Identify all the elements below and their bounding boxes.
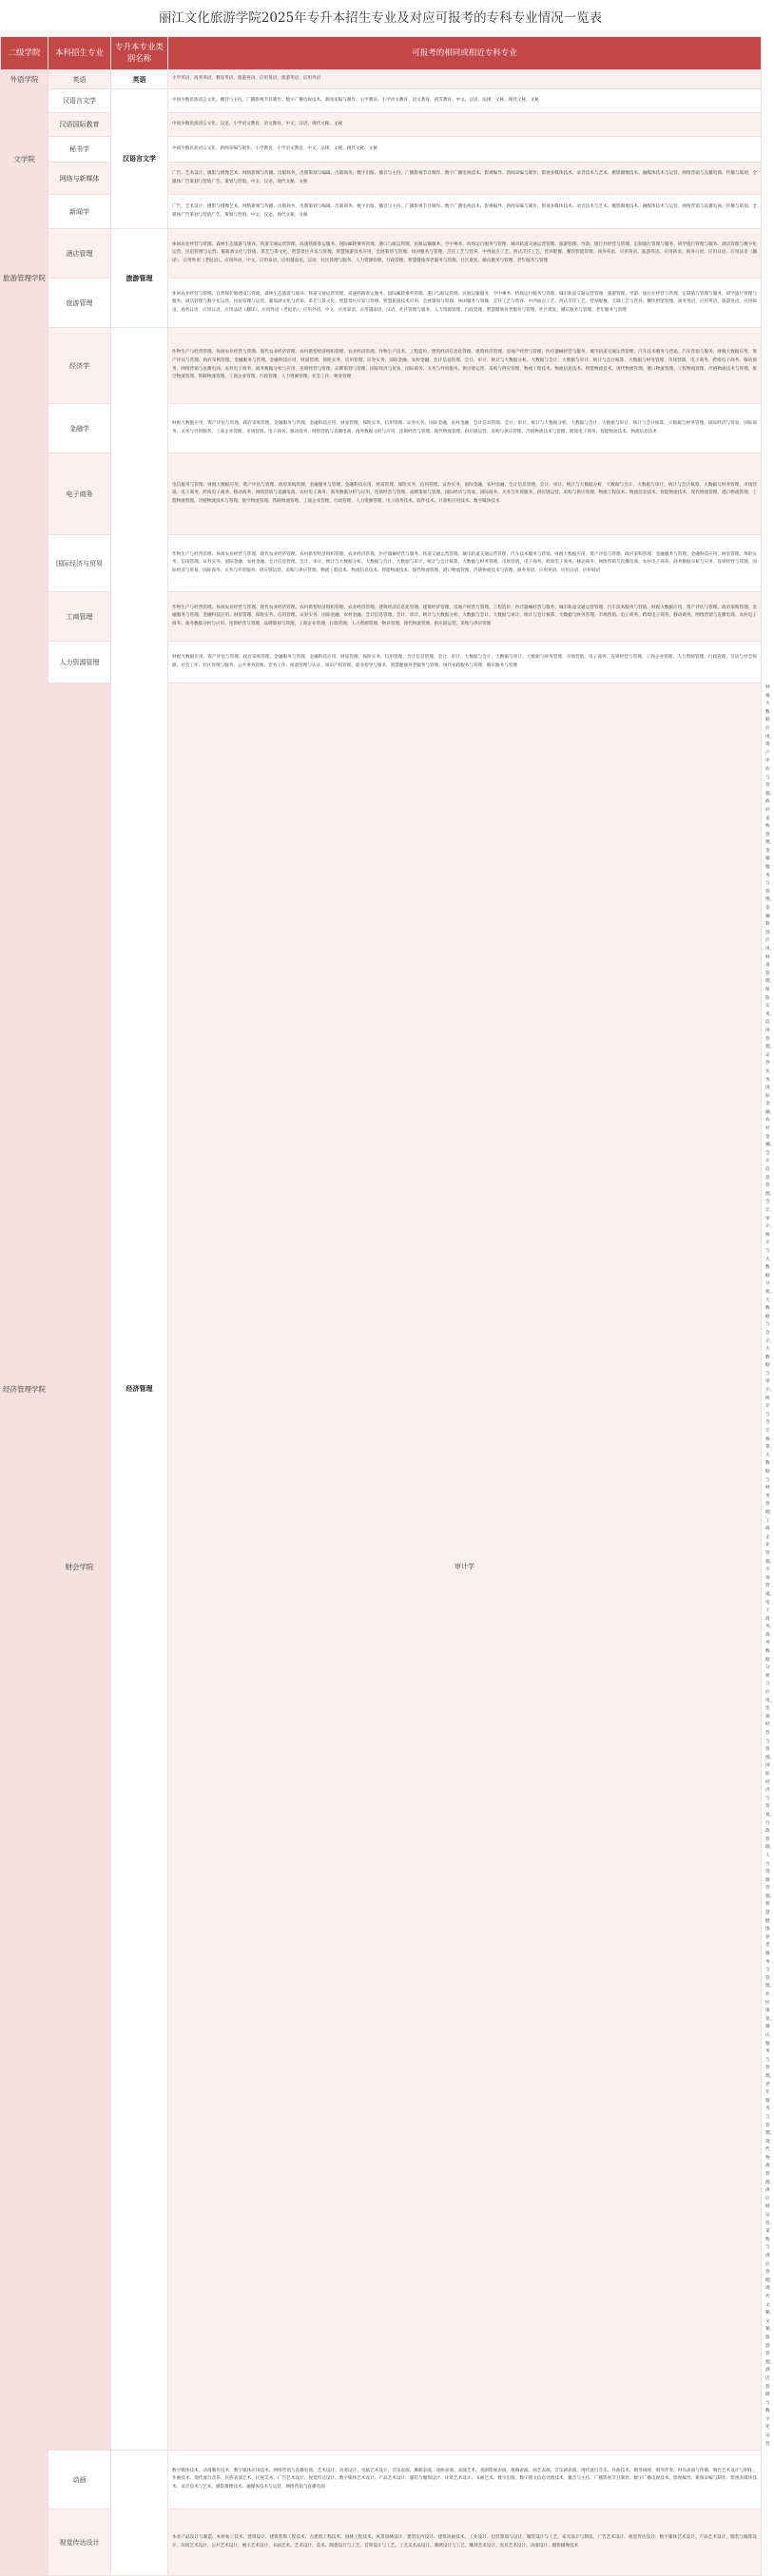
table-row	[1, 328, 762, 404]
related-majors-cell: 广告、艺术设计、摄影与摄像艺术、网络新闻与传播、出版商务、出版策划与编辑、出版商务、数字出版、播音与主持、广播影视节目制作、数字广播电视技术、影视编导、新闻采编与制作、影视多媒体技术、录音技术与艺术、摄影摄像技术、融媒体技术与运营、网络营销与直播电商、传播与策划、全媒体广告策划与营销广告、策划与营销、中文、汉语、现代文秘、文秘	[168, 195, 762, 229]
category-cell: 经济管理	[111, 328, 168, 2451]
major-cell: 国际经济与贸易	[48, 535, 111, 592]
related-majors-cell: 电信服务与管理、财税大数据应用、资产评估与管理、政府采购管理、金融服务与管理、金融科技应用、财富管理、保险实务、信用管理、证券实务、国际金融、农村金融、会计信息管理、会计、审计、统计与大数据分析、大数据与会计、大数据与审计、统计与会计核算、大数据与财务管理、市场营销、电子商务、跨境电子商务、移动商务、网络营销与直播电商、农村电子商务、商务数据分析与应用、连锁经营与管理、品牌策划与管理、国际经济与贸易、国际商务、关务与外贸服务、供应链运营、采购与供应管理、物流工程技术、物流信息技术、智能物流技术、现代物流管理、港口物流管理、工程物流管理、冷链物流技术与管理、航空物流管理、铁路物流管理、工商企业管理、行政管理、人力资源管理、电子商务技术、软件技术、计算机应用技术、数字媒体技术	[168, 453, 762, 535]
related-majors-cell: 休闲农业经营与管理、自然保护地建设与管理、森林生态旅游与康养、铁道交通运营管理、高速铁路客运服务、国际邮轮乘务管理、港口与航运管理、民航运输服务、空中乘务、机场运行服务与管理、城市轨道交通运营管理、旅游管理、导游、旅行社经营与管理、定制旅行管理与服务、研学旅行管理与服务、酒店管理与数字化运营、民宿管理与运营、葡萄酒文化与营销、茶艺与茶文化、智慧景区开发与管理、智慧旅游技术应用、会展策划与管理、休闲服务与管理、烹饪工艺与营养、中西面点工艺、西式烹饪工艺、营养配餐、烹调工艺与营养、餐饮智能管理、商务英语、应用英语、旅游英语、应用韩语、商务日语、应用日语、应用法语（翻译）、应用外语（老挝语）、应用外语、中文、应用泰语、应用越南语、汉语、社区管理与服务、人力资源管理、行政管理、智慧健康养老服务与管理、社区康复、婚庆服务与管理、老年服务与管理	[168, 279, 762, 328]
major-cell: 人力资源管理	[48, 642, 111, 683]
table-row	[1, 89, 762, 113]
category-cell: 英语	[111, 70, 168, 89]
header-category: 专升本专业类别名称	[111, 37, 168, 70]
related-majors-cell: 财税大数据应用、资产评估与管理、政府采购管理、金融服务与管理、金融科技应用、财富管理、保险实务、信用管理、会计信息管理、会计、审计、大数据与会计、大数据与审计、大数据与财务管理、市场营销、电子商务、连锁经营与管理、工商企业管理、人力资源管理、行政管理、劳动与社会保障、社会工作、社区管理与服务、公共事务管理、党务工作、质量管理与认证、知识产权管理、职业指导与服务、智慧健康养老服务与管理、现代家政服务与管理、婚庆服务与管理	[168, 642, 762, 683]
major-cell: 英语	[48, 70, 111, 89]
related-majors-cell: 中国少数民族语言文化、新闻采编与制作、小学教育、小学语文教育、中文、法律、文秘、现代文秘、文秘	[168, 137, 762, 163]
major-cell: 秘书学	[48, 137, 111, 163]
major-cell: 汉语言文学	[48, 89, 111, 113]
related-majors-cell: 广告、艺术设计、摄影与摄像艺术、网络新闻与传播、出版商务、出版策划与编辑、出版商务、数字出版、播音与主持、广播影视节目制作、数字广播电视技术、影视编导、新闻采编与制作、影视多媒体技术、录音技术与艺术、摄影摄像技术、融媒体技术与运营、网络营销与直播电商、传播与策划、全媒体广告策划与营销广告、策划与营销、中文、汉语、现代文秘、文秘	[168, 163, 762, 195]
table-row: 财会学院 审计学 财税大数据应用、资产评估与管理、政府采购管理、金融服务与管理、金融科技应用、财富管理、保险实务、信用管理、证券实务、国际金融、农村金融、会计信息管理、会计、审计、统计与大数据分析、大数据与会计、大数据与审计、统计与会计核算、大数据与财务管理、工商企业管理、市场营销、电子商务、商务数据分析与应用、连锁经营与管理、国际经济与贸易、行政管理、人力资源管理、智慧健康养老服务与管理、社区康复、婚庆服务与管理、老年服务与管理、现代物流管理、供应链运营、采购与供应管理、现代文秘、文秘、旅游管理、酒店管理与数字化运营	[1, 683, 762, 2451]
major-cell: 汉语国际教育	[48, 113, 111, 137]
major-cell: 电子商务	[48, 453, 111, 535]
table-row	[1, 2451, 762, 2509]
major-cell: 新闻学	[48, 195, 111, 229]
header-related: 可报考的相同或相近专科专业	[168, 37, 762, 70]
related-majors-cell: 数字媒体技术、动漫制作技术、数字媒体应用技术、网络营销与直播电商、艺术设计、动漫设计、电脑艺术设计、音乐表演、舞蹈表演、戏曲表演、表演艺术、戏剧影视表演、歌舞表演、曲艺表演、音乐剧表演、现代流行音乐、作曲技术、钢琴调律、钢琴伴奏、时尚表演与传播、舞台艺术设计与制作、作曲技术、现代流行音乐、民族表演艺术、民族美术、广告艺术设计、视觉传达设计、数字媒体艺术设计、产品艺术设计、服装与服饰设计、环境艺术设计、书画艺术、数字出版、数字图文信息处理技术、播音与主持、广播影视节目制作、数字广播电视技术、影视编导、新闻采编与制作、影视多媒体技术、录音技术与艺术、摄影摄像技术、融媒体技术与运营、网络营销与直播电商	[168, 2451, 762, 2509]
college-cell: 经济管理学院	[1, 328, 48, 2451]
major-cell: 经济学	[48, 328, 111, 404]
category-cell: 旅游管理	[111, 229, 168, 328]
related-majors-cell: 作物生产与经营管理、休闲农业经营与管理、现代农业经济管理、农村新型经济组织管理、农业经济管理、医疗器械经营与服务、铁道交通运营管理、城市轨道交通运营管理、汽车技术服务与营销、财税大数据应用、资产评估与管理、政府采购管理、金融服务与管理、金融科技应用、财富管理、保险实务、信用管理、证券实务、国际金融、农村金融、会计信息管理、会计、审计、统计与大数据分析、大数据与会计、大数据与审计、统计与会计核算、大数据与财务管理、市场营销、电子商务、跨境电子商务、移动商务、网络营销与直播电商、农村电子商务、商务数据分析与应用、连锁经营与管理、国际经济与贸易、国际商务、关务与外贸服务、供应链运营、采购与供应管理、物流工程技术、物流信息技术、智能物流技术、现代物流管理、港口物流管理、冷链物流技术与管理、商务英语、应用英语、应用日语、应用韩语	[168, 535, 762, 592]
college-cell: 外语学院	[1, 70, 48, 89]
college-cell: 旅游管理学院	[1, 229, 48, 328]
header-college: 二级学院	[1, 37, 48, 70]
college-cell: 财会学院	[48, 683, 111, 2451]
major-cell: 视觉传达设计	[48, 2509, 111, 2576]
major-cell: 酒店管理	[48, 229, 111, 279]
major-cell: 金融学	[48, 404, 111, 453]
table-row	[1, 229, 762, 279]
related-majors-cell: 木业产品设计与制造、木材加工技术、建筑设计、建筑装饰工程技术、古建筑工程技术、园林工程技术、风景园林设计、建筑室内设计、建筑动画技术、工业设计、包装策划与设计、服装设计与工艺、家具设计与制造、广告艺术设计、视觉传达设计、数字媒体艺术设计、产品艺术设计、服装与服饰设计、环境艺术设计、公共艺术设计、展示艺术设计、书画艺术、艺术设计、美术、陶瓷设计与工艺、首饰设计与工艺、工艺美术品设计、刺绣设计与工艺、雕刻艺术设计、皮具艺术设计、动漫设计、摄影摄像技术	[168, 2509, 762, 2576]
related-majors-cell: 财税大数据应用、资产评估与管理、政府采购管理、金融服务与管理、金融科技应用、财富管理、保险实务、信用管理、证券实务、国际金融、农村金融、会计信息管理、会计、审计、统计与大数据分析、大数据与会计、大数据与审计、统计与会计核算、大数据与财务管理、国际经济与贸易、国际商务、关务与外贸服务、工商企业管理、市场营销、电子商务、移动商务、网络营销与直播电商、商务数据分析与应用、连锁经营与管理、现代物流管理、供应链运营、采购与供应管理、冷链物流技术与管理、跨境电子商务、智能物流技术、物流信息技术	[168, 404, 762, 453]
major-cell: 旅游管理	[48, 279, 111, 328]
category-cell: 汉语言文学	[111, 89, 168, 229]
page-title: 丽江文化旅游学院2025年专升本招生专业及对应可报考的专科专业情况一览表	[158, 10, 603, 26]
related-majors-cell: 作物生产与经营管理、休闲农业经营与管理、现代农业经济管理、农村新型经济组织管理、农业经济管理、作物生产技术、工程造价、建筑经济信息化管理、建筑经济管理、房地产经营与管理、医疗器械经营与服务、城市轨道交通运营管理、汽车技术服务与营销、汽车营销与服务、财税大数据应用、资产评估与管理、政府采购管理、金融服务与管理、金融科技应用、财富管理、保险实务、信用管理、证券实务、国际金融、农村金融、会计信息管理、会计、审计、统计与大数据分析、大数据与会计、大数据与审计、统计与会计核算、大数据与财务管理、市场营销、电子商务、跨境电子商务、移动商务、网络营销与直播电商、农村电子商务、商务数据分析与应用、连锁经营与管理、品牌策划与管理、国际经济与贸易、国际商务、关务与外贸服务、供应链运营、采购与供应管理、物流工程技术、物流信息技术、智能物流技术、现代物流管理、港口物流管理、工程物流管理、冷链物流技术与管理、航空物流管理、铁路物流管理、工商企业管理、行政管理、人力资源管理、社会工作、物业管理	[168, 328, 762, 404]
major-cell: 动画	[48, 2451, 111, 2509]
college-cell	[1, 2451, 48, 2576]
header-major: 本科招生专业	[48, 37, 111, 70]
major-cell: 工商管理	[48, 592, 111, 642]
major-cell: 审计学	[168, 683, 762, 2451]
college-cell: 文学院	[1, 89, 48, 229]
related-majors-cell: 中国少数民族语言文化、播音与主持、广播影视节目制作、数字广播电视技术、新闻采编与制作、小学教育、小学语文教育、语文教育、初等教育、中文、汉语、法律、文秘、现代文秘、文秘	[168, 89, 762, 113]
related-majors-cell: 中国少数民族语言文化、汉语、小学语文教育、语文教育、中文、汉语、现代文秘、文秘	[168, 113, 762, 137]
major-cell: 网络与新媒体	[48, 163, 111, 195]
table-row	[1, 70, 762, 89]
majors-table	[0, 36, 774, 2576]
related-majors-cell: 作物生产与经营管理、休闲农业经营与管理、现代农业经济管理、农村新型经济组织管理、农业经济管理、建筑经济信息化管理、建筑经济管理、房地产经营与管理、工程造价、医疗器械经营与服务、城市轨道交通运营管理、汽车技术服务与营销、财税大数据应用、资产评估与管理、政府采购管理、金融服务与管理、金融科技应用、财富管理、保险实务、信用管理、证券实务、国际金融、农村金融、会计信息管理、会计、审计、统计与大数据分析、大数据与会计、大数据与审计、统计与会计核算、大数据与财务管理、市场营销、电子商务、跨境电子商务、移动商务、网络营销与直播电商、农村电子商务、商务数据分析与应用、连锁经营与管理、品牌策划与管理、工商企业管理、行政管理、人力资源管理、物业管理、现代物流管理、供应链运营、采购与供应管理	[168, 592, 762, 642]
related-majors-cell: 小学英语、商务英语、教育英语、旅游英语、应用英语、旅游英语、应用外语	[168, 70, 762, 89]
related-majors-cell: 休闲农业经营与管理、森林生态旅游与康养、铁道交通运营管理、高速铁路客运服务、国际邮轮乘务管理、港口与航运管理、民航运输服务、空中乘务、机场运行服务与管理、城市轨道交通运营管理、旅游管理、导游、旅行社经营与管理、定制旅行管理与服务、研学旅行管理与服务、酒店管理与数字化运营、民宿管理与运营、葡萄酒文化与营销、茶艺与茶文化、智慧景区开发与管理、智慧旅游技术应用、会展策划与管理、休闲服务与管理、烹饪工艺与营养、中西面点工艺、西式烹饪工艺、营养配餐、餐饮智能管理、商务英语、应用英语、旅游英语、应用韩语、商务日语、应用日语、应用法语（翻译）、应用外语（老挝语）、应用外语、中文、应用泰语、应用越南语、汉语、社区管理与服务、人力资源管理、行政管理、智慧健康养老服务与管理、社区康复、婚庆服务与管理、老年服务与管理	[168, 229, 762, 279]
category-cell	[111, 2451, 168, 2576]
table-header-row	[1, 37, 762, 70]
